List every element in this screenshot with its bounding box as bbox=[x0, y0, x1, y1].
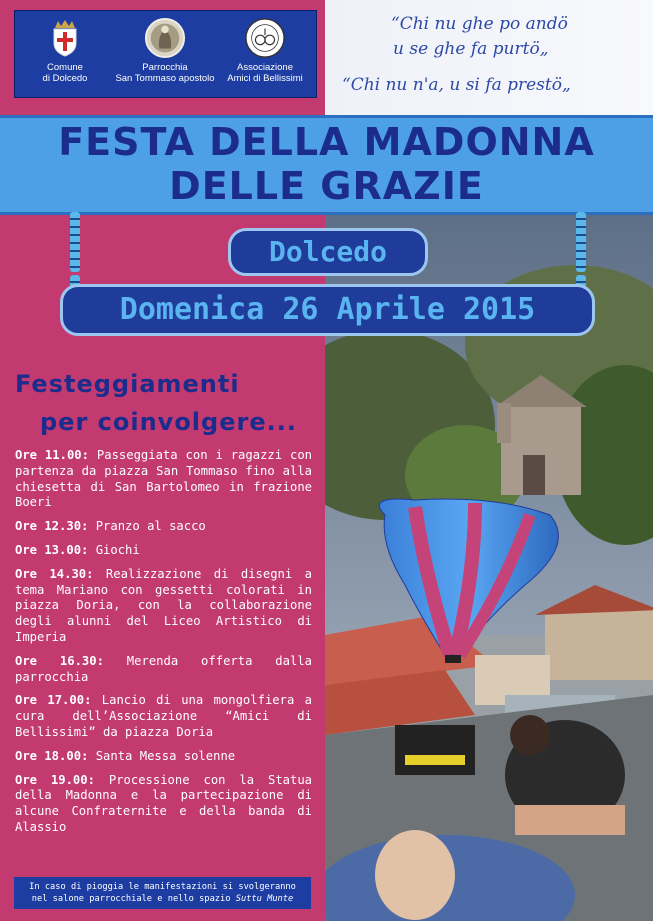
place-name: Dolcedo bbox=[268, 235, 387, 268]
logo-comune-line1: Comune bbox=[47, 62, 83, 73]
program-item: Ore 11.00: Passeggiata con i ragazzi con partenza da piazza San Tommaso fino alla chiesetta di San Bartolomeo in frazione Boeri bbox=[15, 448, 313, 510]
program-item: Ore 17.00: Lancio di una mongolfiera a cura dell’Associazione “Amici di Bellissimi” da piazza Doria bbox=[15, 693, 312, 739]
quote-line-2: u se ghe fa purtö„ bbox=[393, 39, 549, 59]
event-date: Domenica 26 Aprile 2015 bbox=[119, 292, 536, 327]
chain-right-upper bbox=[576, 212, 586, 272]
program-item: Ore 18.00: Santa Messa solenne bbox=[15, 748, 236, 763]
rain-notice-line-2: nel salone parrocchiale e nello spazio Suttu Munte bbox=[31, 894, 294, 904]
program-list bbox=[15, 448, 312, 844]
quote-line-1: “Chi nu ghe po andö bbox=[391, 14, 568, 34]
logo-comune bbox=[15, 17, 115, 97]
festeggiamenti-line-2: per coinvolgere... bbox=[40, 408, 297, 436]
logo-parrocchia bbox=[115, 17, 215, 97]
festeggiamenti-line-1: Festeggiamenti bbox=[15, 370, 240, 398]
title-line-2: DELLE GRAZIE bbox=[169, 164, 484, 208]
program-item: Ore 12.30: Pranzo al sacco bbox=[15, 519, 206, 534]
program-item: Ore 14.30: Realizzazione di disegni a tema Mariano con gessetti colorati in piazza Doria, con la collaborazione degli alunni del Liceo Artistico di Imperia bbox=[15, 566, 312, 644]
logo-associazione-line1: Associazione bbox=[237, 62, 293, 73]
logo-parrocchia-line2: San Tommaso apostolo bbox=[115, 73, 215, 84]
logo-associazione-line2: Amici di Bellissimi bbox=[227, 73, 303, 84]
title-band bbox=[0, 115, 653, 215]
parish-seal-icon bbox=[144, 17, 186, 59]
place-plaque bbox=[228, 228, 428, 276]
program-item: Ore 19.00: Processione con la Statua della Madonna e la partecipazione di alcune Confraternite e della banda di Alassio bbox=[15, 772, 313, 834]
title-line-1: FESTA DELLA MADONNA bbox=[58, 120, 595, 164]
program-item: Ore 13.00: Giochi bbox=[15, 542, 140, 557]
date-plaque bbox=[60, 284, 595, 336]
association-seal-icon bbox=[244, 17, 286, 59]
chain-left-upper bbox=[70, 212, 80, 272]
logo-comune-line2: di Dolcedo bbox=[42, 73, 88, 84]
quote-line-3: “Chi nu n'a, u si fa prestö„ bbox=[342, 75, 571, 95]
sponsor-logos-box bbox=[14, 10, 317, 98]
logo-associazione bbox=[215, 17, 315, 97]
logo-parrocchia-line1: Parrocchia bbox=[142, 62, 188, 73]
rain-notice bbox=[14, 877, 311, 909]
rain-notice-line-1: In caso di pioggia le manifestazioni si svolgeranno bbox=[29, 882, 296, 892]
program-item: Ore 16.30: Merenda offerta dalla parrocchia bbox=[15, 653, 312, 684]
coat-of-arms-icon bbox=[44, 17, 86, 59]
